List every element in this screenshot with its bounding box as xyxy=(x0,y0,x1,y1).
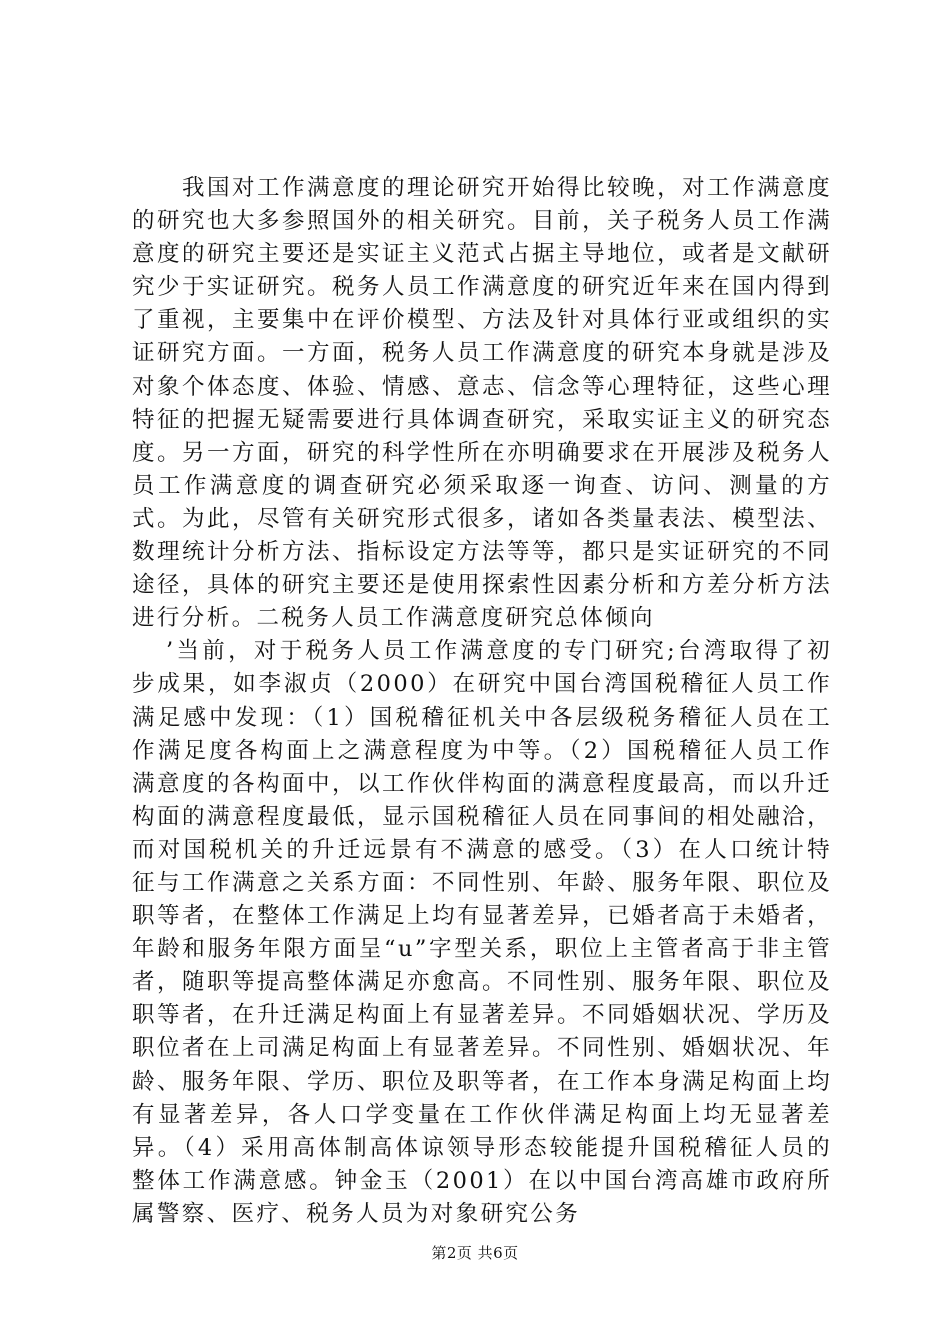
paragraph-2: ’当前，对于税务人员工作满意度的专门研究;台湾取得了初步成果，如李淑贞（2000）在研究中国台湾国税稽征人员工作满足感中发现：（1）国税稽征机关中各层级税务稽征人员在工作满足度各构面上之满意程度为中等。（2）国税稽征人员工作满意度的各构面中，以工作伙伴构面的满意程度最高，而以升迁构面的满意程度最低，显示国税稽征人员在同事间的相处融洽，而对国税机关的升迁远景有不满意的感受。（3）在人口统计特征与工作满意之关系方面：不同性别、年龄、服务年限、职位及职等者，在整体工作满足上均有显著差异，已婚者高于未婚者，年龄和服务年限方面呈“u”字型关系，职位上主管者高于非主管者，随职等提高整体满足亦愈高。不同性别、服务年限、职位及职等者，在升迁满足构面上有显著差异。不同婚姻状况、学历及职位者在上司满足构面上有显著差异。不同性别、婚姻状况、年龄、服务年限、学历、职位及职等者，在工作本身满足构面上均有显著差异，各人口学变量在工作伙伴满足构面上均无显著差异。（4）采用高体制高体谅领导形态较能提升国税稽征人员的整体工作满意感。钟金玉（2001）在以中国台湾高雄市政府所属警察、医疗、税务人员为对象研究公务 xyxy=(132,638,832,1227)
page-footer: 第2页 共6页 xyxy=(431,1244,519,1262)
body-text xyxy=(132,172,832,1231)
paragraph-1: 我国对工作满意度的理论研究开始得比较晚，对工作满意度的研究也大多参照国外的相关研究。目前，关子税务人员工作满意度的研究主要还是实证主义范式占据主导地位，或者是文献研究少于实证研究。税务人员工作满意度的研究近年来在国内得到了重视，主要集中在评价模型、方法及针对具体行亚或组织的实证研究方面。一方面，税务人员工作满意度的研究本身就是涉及对象个体态度、体验、情感、意志、信念等心理特征，这些心理特征的把握无疑需要进行具体调查研究，采取实证主义的研究态度。另一方面，研究的科学性所在亦明确要求在开展涉及税务人员工作满意度的调查研究必须采取逐一询查、访问、测量的方式。为此，尽管有关研究形式很多，诸如各类量表法、模型法、数理统计分析方法、指标设定方法等等，都只是实证研究的不同途径，具体的研究主要还是使用探索性因素分析和方差分析方法进行分析。二税务人员工作满意度研究总体倾向 xyxy=(132,175,832,632)
